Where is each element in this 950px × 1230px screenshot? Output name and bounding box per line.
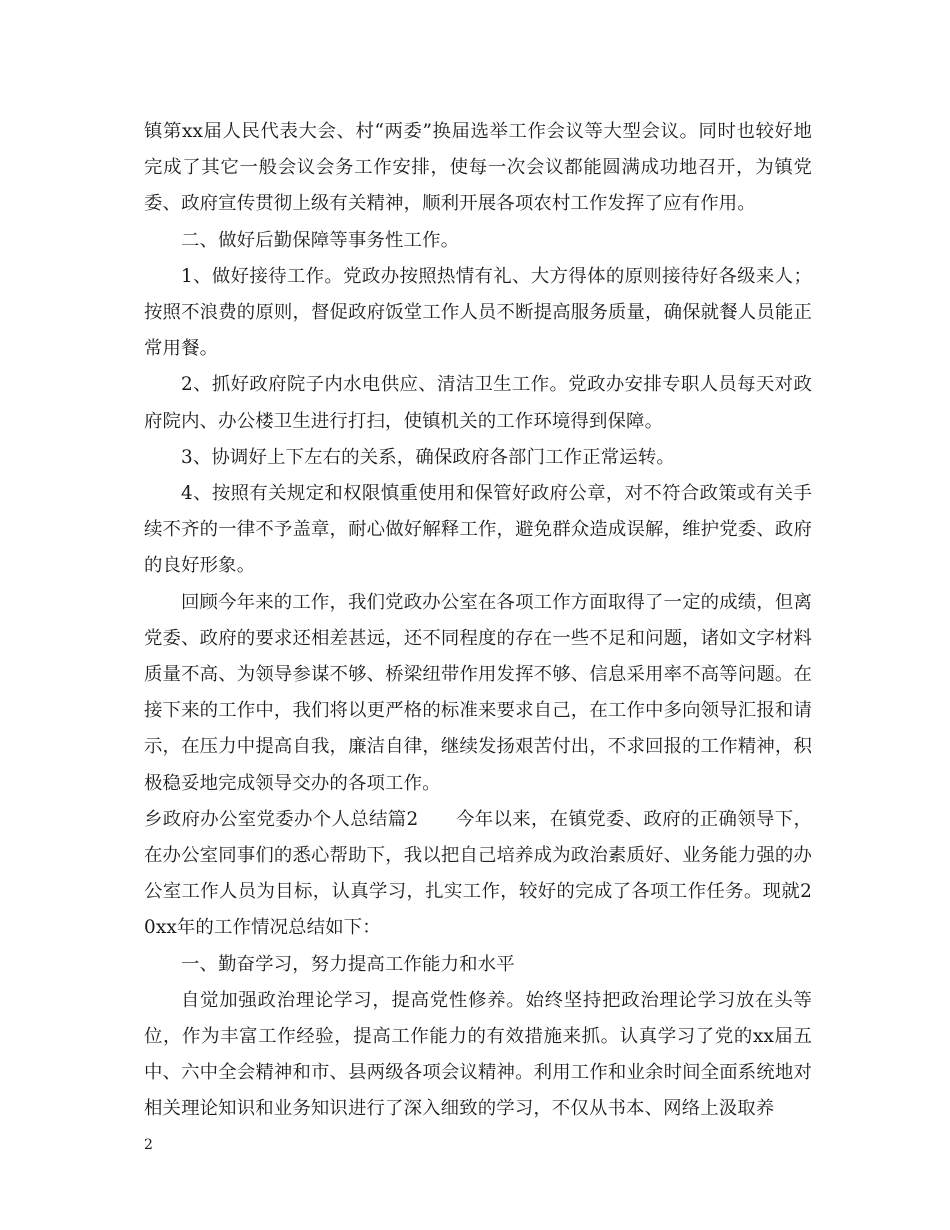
paragraph-utilities-cleaning: 2、抓好政府院子内水电供应、清洁卫生工作。党政办安排专职人员每天对政府院内、办公楼卫生进行打扫，使镇机关的工作环境得到保障。 [144,374,812,432]
document-body [144,114,812,1128]
paragraph-review-shortcomings: 回顾今年来的工作，我们党政办公室在各项工作方面取得了一定的成绩，但离党委、政府的要求还相差甚远，还不同程度的存在一些不足和问题，诸如文字材料质量不高、为领导参谋不够、桥梁纽带作用发挥不够、信息采用率不高等问题。在接下来的工作中，我们将以更严格的标准来要求自己，在工作中多向领导汇报和请示，在压力中提高自我，廉洁自律，继续发扬艰苦付出，不求回报的工作精神，积极稳妥地完成领导交办的各项工作。 [144,591,812,794]
page-number: 2 [144,1137,153,1153]
paragraph-political-theory-study: 自觉加强政治理论学习，提高党性修养。始终坚持把政治理论学习放在头等位，作为丰富工作经验，提高工作能力的有效措施来抓。认真学习了党的xx届五中、六中全会精神和市、县两级各项会议精神。利用工作和业余时间全面系统地对相关理论知识和业务知识进行了深入细致的学习，不仅从书本、网络上汲取养 [144,989,812,1120]
paragraph-reception-work: 1、做好接待工作。党政办按照热情有礼、大方得体的原则接待好各级来人；按照不浪费的原则，督促政府饭堂工作人员不断提高服务质量，确保就餐人员能正常用餐。 [144,265,812,360]
paragraph-official-seal: 4、按照有关规定和权限慎重使用和保管好政府公章，对不符合政策或有关手续不齐的一律不予盖章，耐心做好解释工作，避免群众造成误解，维护党委、政府的良好形象。 [144,483,812,577]
paragraph-summary-part-2-intro: 乡政府办公室党委办个人总结篇2 今年以来，在镇党委、政府的正确领导下，在办公室同事们的悉心帮助下，我以把自己培养成为政治素质好、业务能力强的办公室工作人员为目标，认真学习，扎实工作，较好的完成了各项工作任务。现就20xx年的工作情况总结如下： [144,808,812,939]
heading-logistics-support: 二、做好后勤保障等事务性工作。 [181,229,460,251]
paragraph-meeting-arrangements: 镇第xx届人民代表大会、村“两委”换届选举工作会议等大型会议。同时也较好地完成了其它一般会议会务工作安排，使每一次会议都能圆满成功地召开，为镇党委、政府宣传贯彻上级有关精神，顺利开展各项农村工作发挥了应有作用。 [144,121,812,215]
heading-diligent-study: 一、勤奋学习，努力提高工作能力和水平 [181,953,515,975]
paragraph-coordination: 3、协调好上下左右的关系，确保政府各部门工作正常运转。 [181,446,675,468]
